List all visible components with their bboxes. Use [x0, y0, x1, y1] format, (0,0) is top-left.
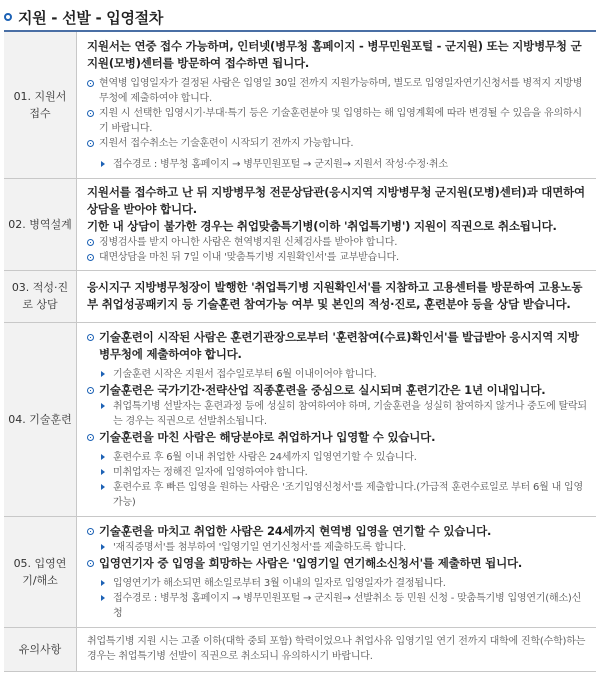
step-label: 02. 병역설계 [4, 178, 77, 270]
step-content [77, 178, 597, 270]
table-row [4, 178, 596, 270]
arrow-bullet-icon [101, 161, 105, 167]
title-bullet-icon [4, 13, 12, 21]
sub-item: 취업특기병 선발자는 훈련과정 등에 성실히 참여하여야 하며, 기술훈련을 성실히 참여하지 않거나 중도에 탈락되는 경우는 직권으로 선발취소됩니다. [87, 399, 588, 429]
step-content [77, 270, 597, 322]
list-item: 지원 시 선택한 입영시기·부대·특기 등은 기술훈련분야 및 입영하는 해 입영계획에 따라 변경될 수 있음을 유의하시기 바랍니다. [87, 106, 588, 136]
step-lead: 응시지구 지방병무청장이 발행한 '취업특기병 지원확인서'를 지참하고 고용센터를 방문하여 고용노동부 취업성공패키지 등 기술훈련 참여가능 여부 및 본인의 적성·진로, 훈련분야 등을 상담 받습니다. [87, 280, 583, 311]
sub-item: 입영연기가 해소되면 해소일로부터 3월 이내의 일자로 입영일자가 결정됩니다. [87, 576, 588, 591]
table-row [4, 31, 596, 178]
circle-bullet-icon [87, 334, 94, 341]
list-item: 대면상담을 마친 뒤 7일 이내 '맞춤특기병 지원확인서'를 교부받습니다. [87, 250, 588, 265]
page-title-row [4, 6, 163, 28]
circle-bullet-icon [87, 110, 94, 117]
step-label: 04. 기술훈련 [4, 322, 77, 516]
arrow-bullet-icon [101, 469, 105, 475]
step-lead-2: 기한 내 상담이 불가한 경우는 취업맞춤특기병(이하 '취업특기병') 지원이 직권으로 취소됩니다. [87, 218, 557, 233]
table-row [4, 516, 596, 627]
circle-bullet-icon [87, 80, 94, 87]
step-label: 03. 적성·진로 상담 [4, 270, 77, 322]
step-content [77, 31, 597, 178]
notice-text: 취업특기병 지원 시는 고졸 이하(대학 중퇴 포함) 학력이었으나 취업사유 입영기일 연기 전까지 대학에 진학(수학)하는 경우는 취업특기병 선발이 직권으로 취소되니 유의하시기 바랍니다. [87, 636, 586, 662]
list-item: 현역병 입영일자가 결정된 사람은 입영일 30일 전까지 지원가능하며, 별도로 입영일자연기신청서를 병적지 지방병무청에 제출하여야 합니다. [87, 76, 588, 106]
step-lead: 지원서를 접수하고 난 뒤 지방병무청 전문상담관(응시지역 지방병무청 군지원(모병)센터)과 대면하여 상담을 받아야 합니다. [87, 184, 585, 216]
sub-item: 접수경로 : 병무청 홈페이지 → 병무민원포털 → 군지원→ 지원서 작성·수정·취소 [87, 157, 588, 172]
list-item: 기술훈련이 시작된 사람은 훈련기관장으로부터 '훈련참여(수료)확인서'를 발급받아 응시지역 지방병무청에 제출하여야 합니다. [87, 329, 588, 363]
page-title: 지원 - 선발 - 입영절차 [18, 8, 164, 27]
circle-bullet-icon [87, 560, 94, 567]
arrow-bullet-icon [101, 580, 105, 586]
table-row [4, 627, 596, 671]
step-content [77, 322, 597, 516]
arrow-bullet-icon [101, 544, 105, 550]
step-label: 05. 입영연기/해소 [4, 516, 77, 627]
list-item: 지원서 접수취소는 기술훈련이 시작되기 전까지 가능합니다. [87, 136, 588, 151]
step-label: 01. 지원서 접수 [4, 31, 77, 178]
step-label: 유의사항 [4, 627, 77, 671]
step-content [77, 516, 597, 627]
circle-bullet-icon [87, 239, 94, 246]
circle-bullet-icon [87, 528, 94, 535]
sub-item: 미취업자는 정해진 일자에 입영하여야 합니다. [87, 465, 588, 480]
step-content [77, 627, 597, 671]
table-row [4, 270, 596, 322]
table-row [4, 322, 596, 516]
arrow-bullet-icon [101, 371, 105, 377]
list-item: 입영연기자 중 입영을 희망하는 사람은 '입영기일 연기해소신청서'를 제출하면 됩니다. [87, 555, 588, 572]
list-item: 기술훈련을 마친 사람은 해당분야로 취업하거나 입영할 수 있습니다. [87, 429, 588, 446]
circle-bullet-icon [87, 254, 94, 261]
list-item: 기술훈련을 마치고 취업한 사람은 24세까지 현역병 입영을 연기할 수 있습니다. [87, 523, 588, 540]
sub-item: 기술훈련 시작은 지원서 접수일로부터 6월 이내이어야 합니다. [87, 367, 588, 382]
list-item: 기술훈련은 국가기간·전략산업 직종훈련을 중심으로 실시되며 훈련기간은 1년 이내입니다. [87, 382, 588, 399]
circle-bullet-icon [87, 140, 94, 147]
sub-item: 접수경로 : 병무청 홈페이지 → 병무민원포털 → 군지원→ 선발취소 등 민원 신청 - 맞춤특기병 입영연기(해소)신청 [87, 591, 588, 621]
list-item: 징병검사를 받지 아니한 사람은 현역병지원 신체검사를 받아야 합니다. [87, 235, 588, 250]
circle-bullet-icon [87, 434, 94, 441]
sub-item: 훈련수료 후 빠른 입영을 원하는 사람은 '조기입영신청서'를 제출합니다.(가급적 훈련수료일로 부터 6월 내 입영 가능) [87, 480, 588, 510]
arrow-bullet-icon [101, 454, 105, 460]
arrow-bullet-icon [101, 403, 105, 409]
arrow-bullet-icon [101, 484, 105, 490]
sub-item: 훈련수료 후 6월 이내 취업한 사람은 24세까지 입영연기할 수 있습니다. [87, 450, 588, 465]
step-lead: 지원서는 연중 접수 가능하며, 인터넷(병무청 홈페이지 - 병무민원포털 - 군지원) 또는 지방병무청 군지원(모병)센터를 방문하여 접수하면 됩니다. [87, 38, 582, 70]
sub-item: '재직증명서'를 첨부하여 '입영기일 연기신청서'를 제출하도록 합니다. [87, 540, 588, 555]
circle-bullet-icon [87, 387, 94, 394]
arrow-bullet-icon [101, 595, 105, 601]
procedure-table [4, 30, 596, 672]
